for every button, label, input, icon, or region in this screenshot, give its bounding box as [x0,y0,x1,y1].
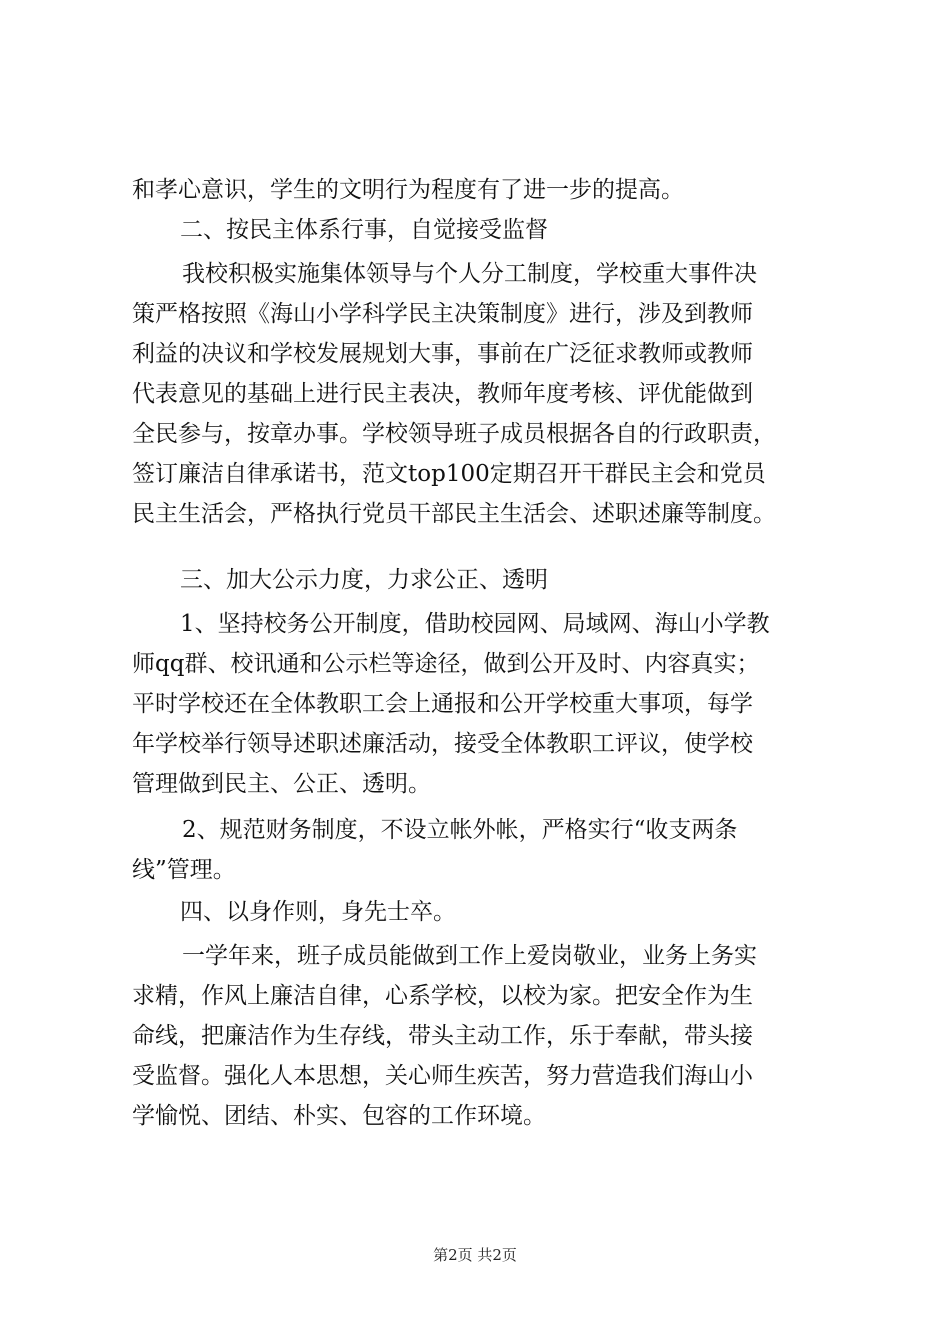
text-line-4: 策严格按照《海山小学科学民主决策制度》进行，涉及到教师 [132,301,753,327]
text-line-19: 一学年来，班子成员能做到工作上爱岗敬业，业务上务实 [182,943,757,969]
text-line-17: 线”管理。 [132,857,236,883]
text-line-22: 受监督。强化人本思想，关心师生疾苦，努力营造我们海山小 [132,1063,753,1089]
text-line-3: 我校积极实施集体领导与个人分工制度，学校重大事件决 [182,261,757,287]
section-heading-3: 三、加大公示力度，力求公正、透明 [180,567,548,593]
text-line-6: 代表意见的基础上进行民主表决，教师年度考核、评优能做到 [132,381,753,407]
section-heading-2: 二、按民主体系行事，自觉接受监督 [180,217,548,243]
text-line-15: 管理做到民主、公正、透明。 [132,771,431,797]
text-line-23: 学愉悦、团结、朴实、包容的工作环境。 [132,1103,546,1129]
text-line-20: 求精，作风上廉洁自律，心系学校，以校为家。把安全作为生 [132,983,753,1009]
text-line-13: 平时学校还在全体教职工会上通报和公开学校重大事项，每学 [132,691,753,717]
text-line-11: 1、坚持校务公开制度，借助校园网、局域网、海山小学教 [180,611,770,637]
text-line-1: 和孝心意识，学生的文明行为程度有了进一步的提高。 [132,177,684,203]
text-line-8: 签订廉洁自律承诺书，范文top100定期召开干群民主会和党员 [132,461,766,487]
section-heading-4: 四、以身作则，身先士卒。 [180,899,456,925]
text-line-21: 命线，把廉洁作为生存线，带头主动工作，乐于奉献，带头接 [132,1023,753,1049]
text-line-12: 师qq群、校讯通和公示栏等途径，做到公开及时、内容真实； [132,651,760,677]
text-line-16: 2、规范财务制度，不设立帐外帐，严格实行“收支两条 [182,817,738,843]
text-line-14: 年学校举行领导述职述廉活动，接受全体教职工评议，使学校 [132,731,753,757]
page-footer: 第2页 共2页 [433,1246,517,1264]
text-line-9: 民主生活会，严格执行党员干部民主生活会、述职述廉等制度。 [132,501,776,527]
text-line-7: 全民参与，按章办事。学校领导班子成员根据各自的行政职责， [132,421,776,447]
text-line-5: 利益的决议和学校发展规划大事，事前在广泛征求教师或教师 [132,341,753,367]
